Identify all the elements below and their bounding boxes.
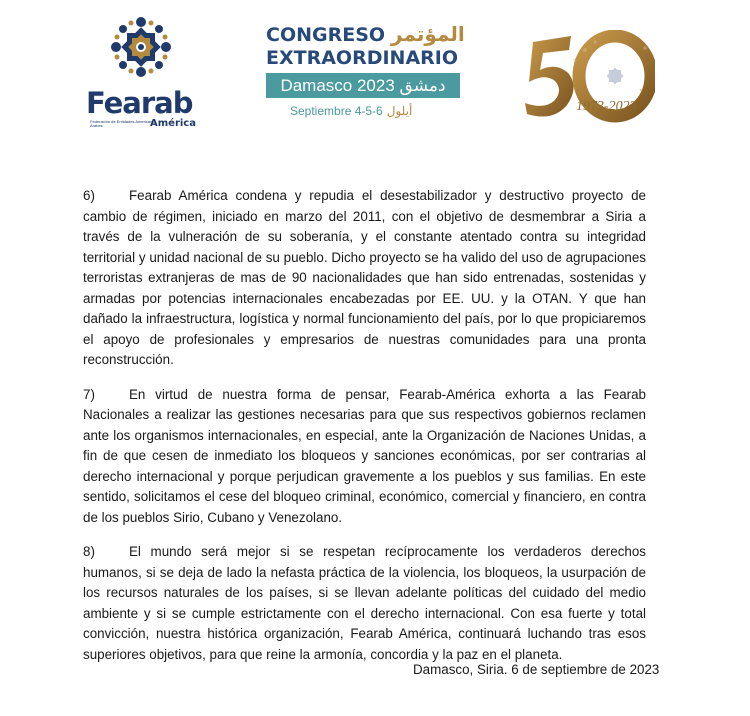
congress-banner [262, 22, 465, 124]
congress-title-1-arabic: المؤتمر [391, 22, 465, 46]
congress-dates-arabic: أيلول [386, 104, 413, 118]
congress-title-2: EXTRAORDINARIO [266, 47, 459, 69]
paragraph-text: El mundo será mejor si se respetan recíprocamente los verdaderos derechos humanos, si se deja de lado la nefasta práctica de la violencia, los bloqueos, la usurpación de los recursos naturales de los países, si se llevan adelante políticas del cuidado del medio ambiente y si se cumple estrictamente con el derecho internacional. Con esa fuerte y total convicción, nuestra histórica organización, Fearab América, continuará luchando tras esos superiores objetivos, para que reine la armonía, concordia y la paz en el planeta. [83, 544, 646, 662]
paragraph-number: 8) [83, 544, 95, 559]
paragraph-6 [83, 186, 646, 371]
paragraph-7 [83, 385, 646, 529]
congress-city: Damasco 2023 [280, 76, 395, 95]
document-body [83, 186, 646, 679]
org-subtitle: Federación de Entidades Americano Árabes [90, 119, 155, 128]
fearab-logo [86, 14, 206, 129]
congress-title-1: CONGRESO [266, 24, 386, 46]
congress-city-arabic: دمشق [399, 76, 446, 95]
org-name: Fearab [86, 86, 193, 120]
congress-dates: Septiembre 4-5-6 [290, 104, 383, 118]
paragraph-text: En virtud de nuestra forma de pensar, Fearab-América exhorta a las Fearab Nacionales a realizar las gestiones necesarias para que sus respectivos gobiernos reclamen ante los organismos internacionales, en especial, ante la Organización de Naciones Unidas, a fin de que cesen de inmediato los bloqueos y sanciones económicas, por ser contrarias al derecho internacional y porque perjudican gravemente a los pueblos y sus familias. En este sentido, solicitamos el cese del bloqueo criminal, económico, comercial y financiero, en contra de los pueblos Sirio, Cubano y Venezolano. [83, 386, 646, 525]
paragraph-number: 7) [83, 386, 95, 402]
closing-place-date: Damasco, Siria. 6 de septiembre de 2023 [413, 662, 660, 677]
arabesque-star-icon [108, 14, 174, 80]
anniversary-years: 1973-2023 [576, 99, 637, 114]
congress-title-line-1 [266, 24, 465, 45]
paragraph-text: Fearab América condena y repudia el desestabilizador y destructivo proyecto de cambio de régimen, iniciado en marzo del 2011, con el objetivo de desmembrar a Siria a través de la vulneración de su soberanía, y el constante atentado contra su integridad territorial y unidad nacional de su pueblo. Dicho proyecto se ha valido del uso de agrupaciones terroristas extranjeras de mas de 90 nacionalidades que han sido entrenadas, sostenidas y armadas por potencias internacionales encabezadas por EE. UU. y la OTAN. Y que han dañado la infraestructura, logística y normal funcionamiento del país, por lo que propiciaremos el apoyo de profesionales y empresarios de nuestras comunidades para una pronta reconstrucción. [83, 188, 646, 367]
congress-dates-line [290, 104, 412, 118]
org-region: América [150, 118, 196, 129]
paragraph-8 [83, 542, 646, 665]
paragraph-number: 6) [83, 188, 95, 203]
congress-city-bar [266, 73, 460, 98]
